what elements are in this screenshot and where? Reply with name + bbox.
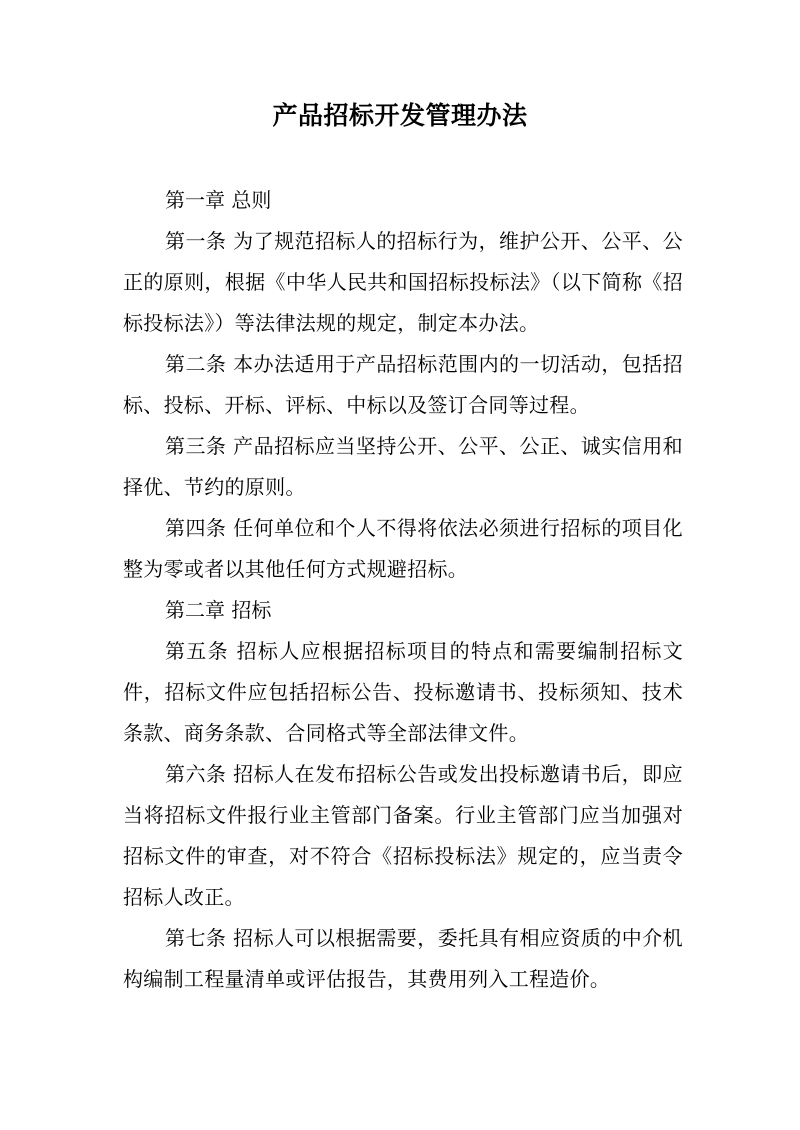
document-title: 产品招标开发管理办法	[272, 101, 528, 130]
article-3: 第三条 产品招标应当坚持公开、公平、公正、诚实信用和择优、节约的原则。	[123, 434, 683, 499]
article-4: 第四条 任何单位和个人不得将依法必须进行招标的项目化整为零或者以其他任何方式规避招标。	[123, 516, 683, 581]
article-7: 第七条 招标人可以根据需要，委托具有相应资质的中介机构编制工程量清单或评估报告，其费用列入工程造价。	[123, 926, 683, 991]
chapter-heading-1: 第一章 总则	[165, 188, 272, 212]
article-5: 第五条 招标人应根据招标项目的特点和需要编制招标文件，招标文件应包括招标公告、投标邀请书、投标须知、技术条款、商务条款、合同格式等全部法律文件。	[123, 639, 683, 745]
article-1: 第一条 为了规范招标人的招标行为，维护公开、公平、公正的原则，根据《中华人民共和国招标投标法》（以下简称《招标投标法》）等法律法规的规定，制定本办法。	[123, 229, 683, 335]
article-6: 第六条 招标人在发布招标公告或发出投标邀请书后，即应当将招标文件报行业主管部门备案。行业主管部门应当加强对招标文件的审查，对不符合《招标投标法》规定的，应当责令招标人改正。	[123, 762, 683, 909]
chapter-heading-2: 第二章 招标	[165, 598, 272, 622]
document-body	[123, 180, 683, 1000]
article-2: 第二条 本办法适用于产品招标范围内的一切活动，包括招标、投标、开标、评标、中标以及签订合同等过程。	[123, 352, 683, 417]
